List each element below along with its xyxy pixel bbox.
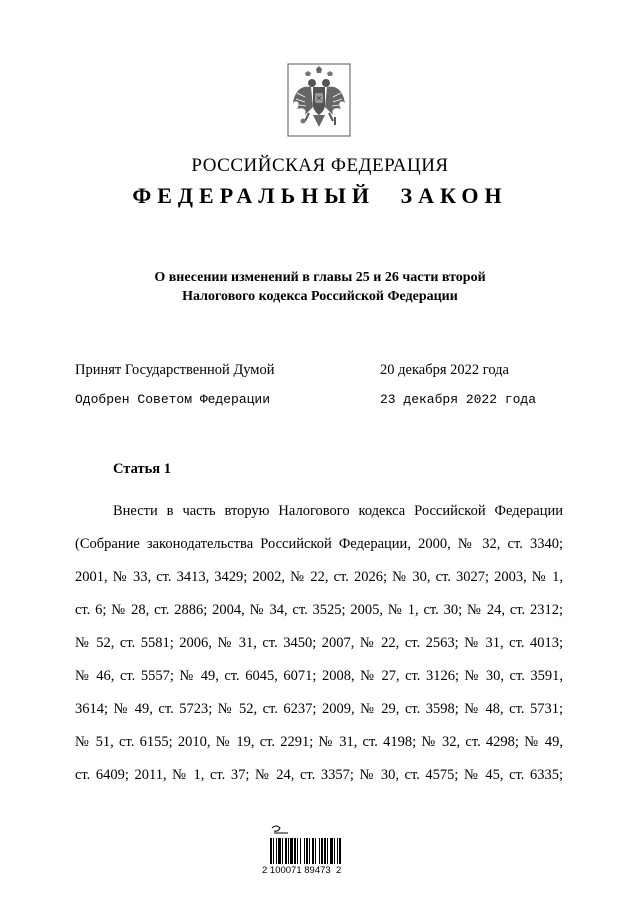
barcode-bar — [337, 838, 338, 864]
barcode-bar — [309, 838, 310, 864]
article-heading: Статья 1 — [113, 461, 171, 477]
barcode-bar — [312, 838, 314, 864]
barcode-bar — [300, 838, 301, 864]
duma-adoption-date: 20 декабря 2022 года — [380, 362, 509, 378]
article-line: Внести в часть вторую Налогового кодекса Российской Федерации — [113, 503, 563, 519]
duma-adoption-label: Принят Государственной Думой — [75, 362, 275, 378]
barcode-bar — [334, 838, 335, 864]
law-title — [60, 268, 580, 306]
barcode-bar — [319, 838, 320, 864]
barcode-bar — [282, 838, 283, 864]
barcode-bar — [285, 838, 287, 864]
barcode-bar — [270, 838, 272, 864]
barcode-bar — [330, 838, 333, 864]
law-title-line: Налогового кодекса Российской Федерации — [182, 289, 458, 304]
barcode-bar — [290, 838, 293, 864]
article-line: 2001, № 33, ст. 3413, 3429; 2002, № 22, ст. 2026; № 30, ст. 3027; 2003, № 1, — [75, 569, 563, 585]
council-approval-date: 23 декабря 2022 года — [380, 392, 537, 407]
article-body — [75, 495, 563, 792]
article-line: ст. 6; № 28, ст. 2886; 2004, № 34, ст. 3525; 2005, № 1, ст. 30; № 24, ст. 2312; — [75, 602, 563, 618]
article-line: № 46, ст. 5557; № 49, ст. 6045, 6071; 2008, № 27, ст. 3126; № 30, ст. 3591, — [75, 668, 563, 684]
article-line: ст. 6409; 2011, № 1, ст. 37; № 24, ст. 3357; № 30, ст. 4575; № 45, ст. 6335; — [75, 767, 563, 783]
council-approval-label: Одобрен Советом Федерации — [75, 392, 271, 407]
article-line: 3614; № 49, ст. 5723; № 52, ст. 6237; 2009, № 29, ст. 3598; № 48, ст. 5731; — [75, 701, 563, 717]
barcode-bar — [297, 838, 298, 864]
article-line: № 51, ст. 6155; 2010, № 19, ст. 2291; № 31, ст. 4198; № 32, ст. 4298; № 49, — [75, 734, 563, 750]
barcode-bar — [278, 838, 281, 864]
barcode-bar — [276, 838, 277, 864]
law-title-line: О внесении изменений в главы 25 и 26 части второй — [154, 270, 486, 285]
coat-of-arms-icon — [287, 63, 351, 137]
country-name: РОССИЙСКАЯ ФЕДЕРАЦИЯ — [191, 155, 449, 176]
barcode-bars — [270, 838, 341, 864]
article-line: № 52, ст. 5581; 2006, № 31, ст. 3450; 2007, № 22, ст. 2563; № 31, ст. 4013; — [75, 635, 563, 651]
article-line: (Собрание законодательства Российской Федерации, 2000, № 32, ст. 3340; — [75, 536, 563, 552]
barcode-bar — [339, 838, 341, 864]
barcode-bar — [294, 838, 296, 864]
barcode-bar — [327, 838, 328, 864]
barcode-bar — [321, 838, 323, 864]
barcode-bar — [306, 838, 308, 864]
document-type: ФЕДЕРАЛЬНЫЙ ЗАКОН — [132, 183, 508, 208]
barcode-bar — [324, 838, 326, 864]
barcode-bar — [315, 838, 316, 864]
barcode-digits: 2 100071 89473 2 — [262, 865, 342, 876]
barcode-bar — [288, 838, 289, 864]
barcode-bar — [304, 838, 305, 864]
barcode-bar — [273, 838, 274, 864]
